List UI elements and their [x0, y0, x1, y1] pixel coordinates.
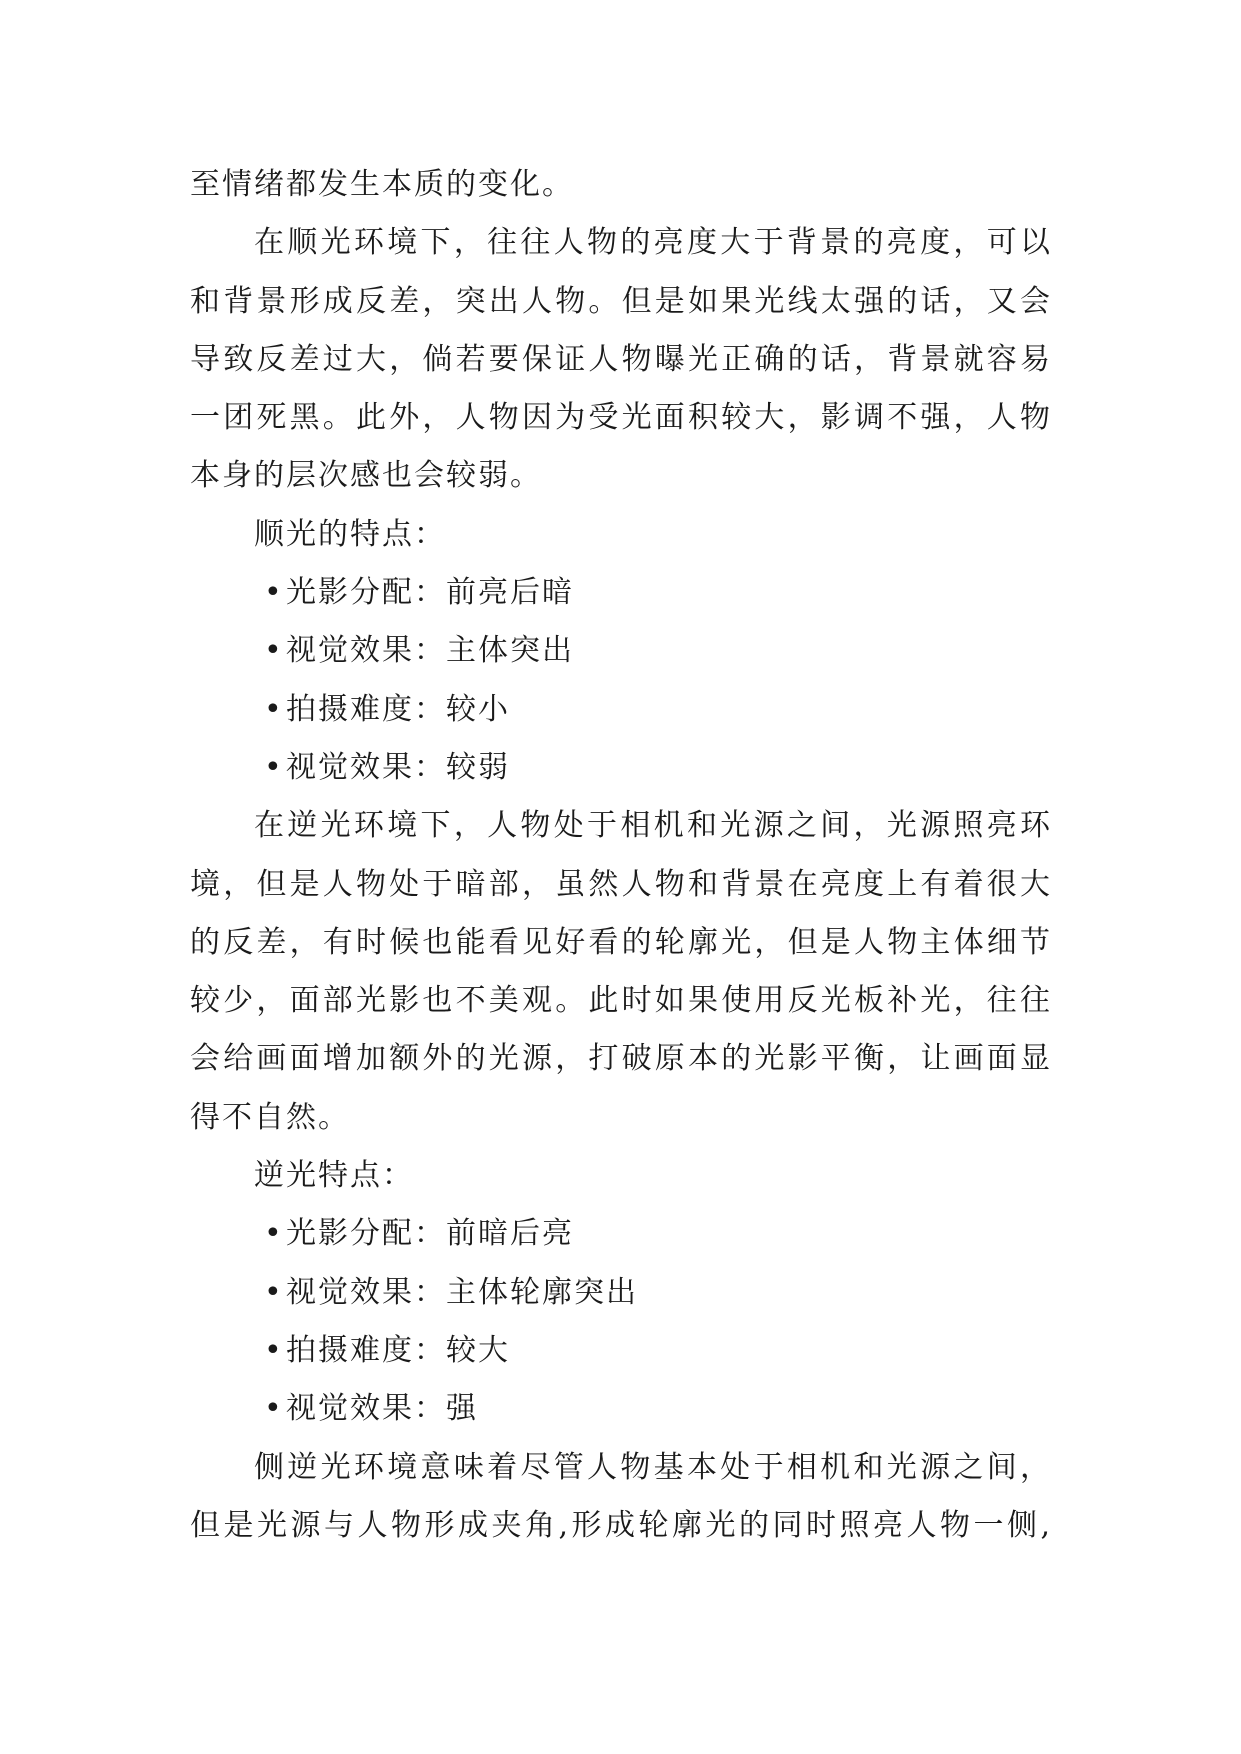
list-item: [190, 681, 1052, 739]
list-item: [190, 1205, 1052, 1263]
list-item-text: 拍摄难度：较大: [286, 1332, 510, 1368]
bullet-icon: •: [264, 749, 284, 785]
list-item-text: 视觉效果：强: [286, 1391, 478, 1427]
list-item-text: 视觉效果：主体轮廓突出: [286, 1274, 638, 1310]
list-item: [190, 1264, 1052, 1322]
paragraph-line: 在逆光环境下，人物处于相机和光源之间，光源照亮环: [254, 808, 1052, 844]
paragraph-line: 导致反差过大，倘若要保证人物曝光正确的话，背景就容易: [190, 341, 1052, 377]
paragraph-line: 会给画面增加额外的光源，打破原本的光影平衡，让画面显: [190, 1041, 1052, 1077]
bullet-icon: •: [264, 575, 284, 611]
paragraph-line: 的反差，有时候也能看见好看的轮廓光，但是人物主体细节: [190, 924, 1052, 960]
paragraph-line: 本身的层次感也会较弱。: [190, 458, 542, 494]
paragraph-line: 但是光源与人物形成夹角,形成轮廓光的同时照亮人物一侧,: [190, 1507, 1052, 1543]
paragraph-line: 得不自然。: [190, 1099, 350, 1135]
list-item-text: 光影分配：前亮后暗: [286, 575, 574, 611]
list-item-text: 视觉效果：主体突出: [286, 633, 574, 669]
bullet-icon: •: [264, 1332, 284, 1368]
paragraph-line: 境，但是人物处于暗部，虽然人物和背景在亮度上有着很大: [190, 866, 1052, 902]
list-item-text: 视觉效果：较弱: [286, 749, 510, 785]
list-item: [190, 564, 1052, 622]
paragraph-line: 至情绪都发生本质的变化。: [190, 167, 574, 202]
bullet-icon: •: [264, 1391, 284, 1427]
paragraph-line: 和背景形成反差，突出人物。但是如果光线太强的话，又会: [190, 283, 1052, 319]
section-heading-niguang: 逆光特点：: [254, 1158, 414, 1194]
bullet-icon: •: [264, 633, 284, 669]
list-item: [190, 1380, 1052, 1438]
list-item: [190, 739, 1052, 797]
list-item: [190, 622, 1052, 680]
paragraph-line: 一团死黑。此外，人物因为受光面积较大，影调不强，人物: [190, 400, 1052, 436]
bullet-icon: •: [264, 1274, 284, 1310]
paragraph-line: 侧逆光环境意味着尽管人物基本处于相机和光源之间，: [254, 1449, 1052, 1485]
document-body: [190, 156, 1052, 1555]
paragraph-line: 在顺光环境下，往往人物的亮度大于背景的亮度，可以: [254, 225, 1052, 261]
section-heading-shunguang: 顺光的特点：: [254, 516, 446, 552]
list-item: [190, 1322, 1052, 1380]
list-item-text: 拍摄难度：较小: [286, 691, 510, 727]
paragraph-line: 较少，面部光影也不美观。此时如果使用反光板补光，往往: [190, 983, 1052, 1019]
list-item-text: 光影分配：前暗后亮: [286, 1216, 574, 1252]
bullet-icon: •: [264, 1216, 284, 1252]
bullet-icon: •: [264, 691, 284, 727]
